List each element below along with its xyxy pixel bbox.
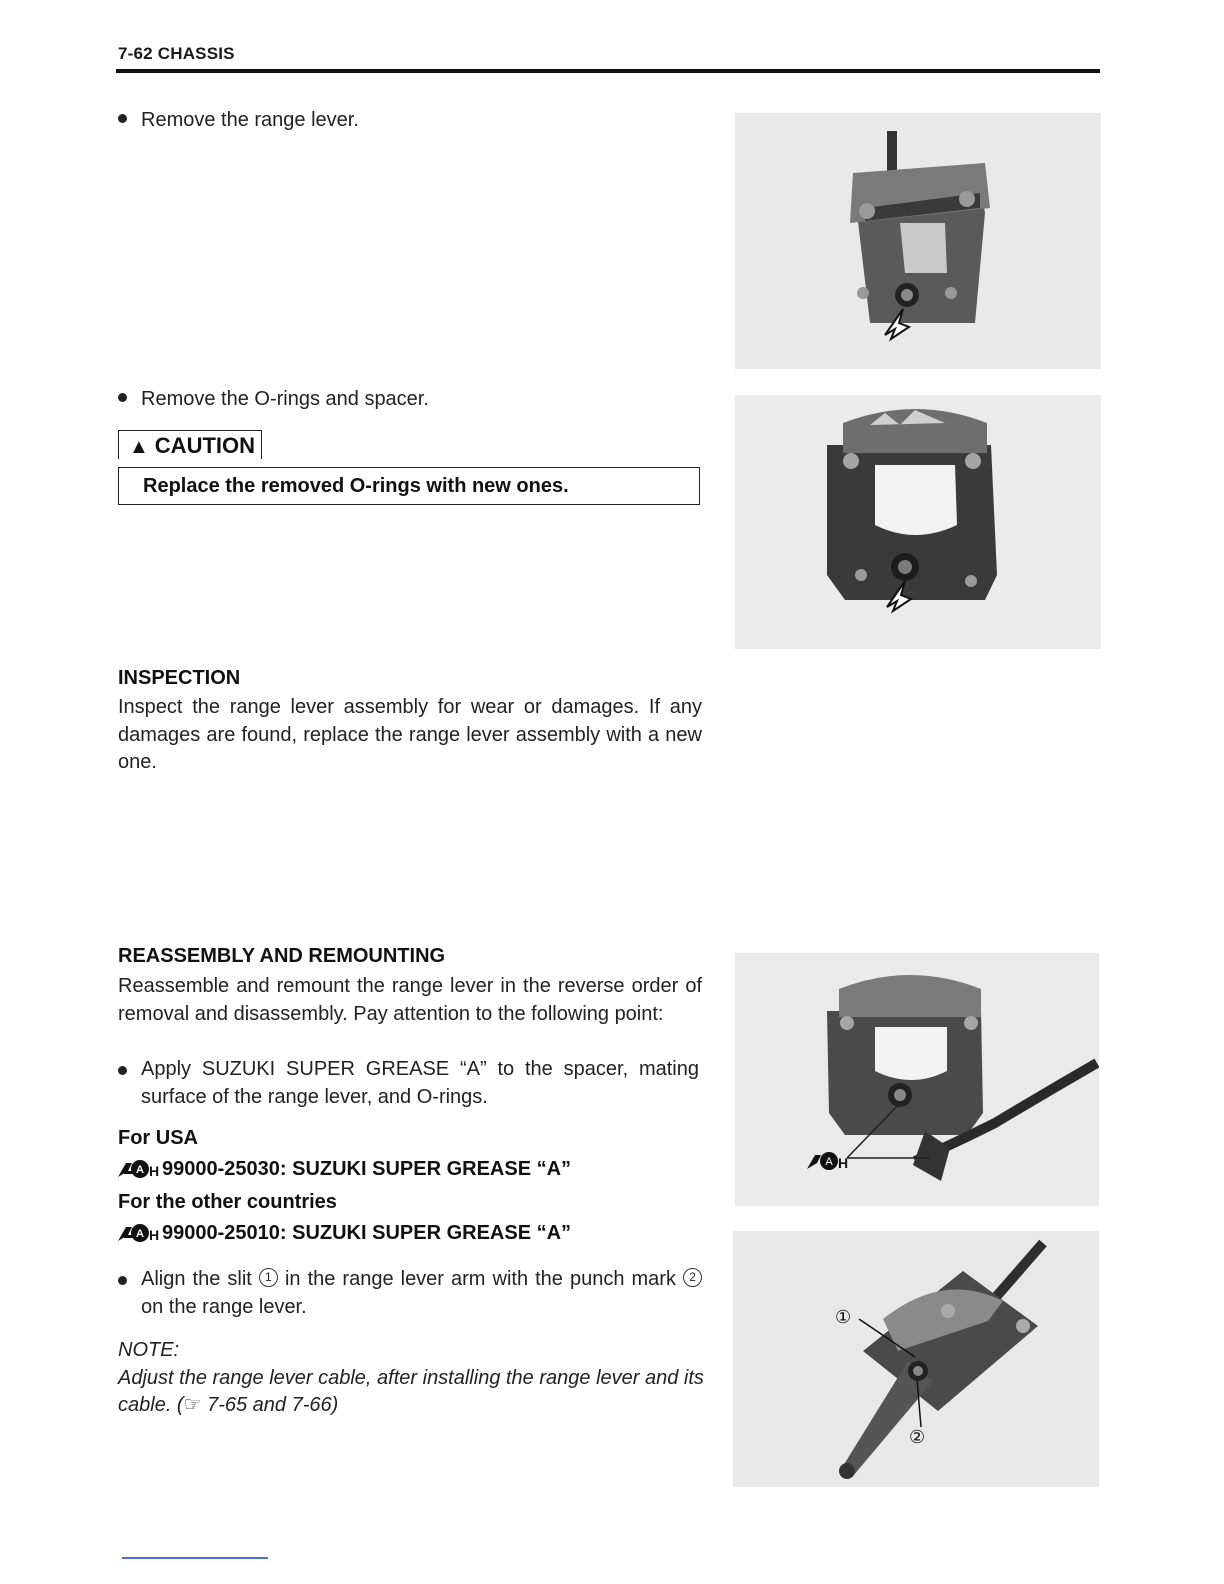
footer-rule	[122, 1557, 268, 1559]
grease-icon	[116, 1221, 160, 1245]
caution-label	[118, 430, 262, 459]
align-bullet-text	[141, 1266, 702, 1321]
note-title: NOTE:	[118, 1339, 180, 1361]
note-text: Adjust the range lever cable, after installing the range lever and its cable. (☞ 7-65 and 7-66)	[118, 1367, 704, 1416]
inspection-title: INSPECTION	[118, 667, 241, 689]
other-grease-part	[116, 1221, 571, 1245]
grease-tag: H	[838, 1155, 849, 1171]
grease-tag: H	[149, 1227, 160, 1243]
reassembly-text: Reassemble and remount the range lever in the reverse order of removal and disassembly. Pay attention to the following point:	[118, 975, 702, 1025]
caution-box: Replace the removed O-rings with new ones.	[118, 467, 700, 505]
align-text-b: in the range lever arm with the punch mark	[284, 1268, 676, 1290]
other-countries-label: For the other countries	[118, 1191, 337, 1213]
align-bullet	[118, 1266, 702, 1321]
align-text-c: on the range lever.	[141, 1295, 307, 1318]
photo-orings-spacer	[735, 395, 1101, 649]
step-text: Remove the O-rings and spacer.	[141, 388, 429, 410]
grease-letter: A	[136, 1228, 144, 1240]
usa-grease-part	[116, 1157, 571, 1181]
usa-label: For USA	[118, 1127, 198, 1149]
header-rule	[116, 69, 1100, 73]
grease-bullet	[118, 1056, 702, 1111]
bullet-dot	[118, 114, 127, 123]
grease-tag: H	[149, 1163, 160, 1179]
callout-2-marker: 2	[683, 1268, 702, 1287]
grease-letter: A	[825, 1156, 833, 1168]
bullet-dot	[118, 393, 127, 402]
bullet-dot	[118, 1276, 127, 1285]
warning-icon: ▲	[129, 436, 149, 458]
callout-1-label: ①	[835, 1307, 852, 1328]
other-part-text: 99000-25010: SUZUKI SUPER GREASE “A”	[162, 1221, 572, 1244]
step-remove-range-lever	[118, 107, 359, 134]
page-header: 7-62 CHASSIS	[118, 44, 235, 63]
step-text: Remove the range lever.	[141, 109, 359, 131]
callout-1-marker: 1	[259, 1268, 278, 1287]
grease-bullet-text: Apply SUZUKI SUPER GREASE “A” to the spacer, mating surface of the range lever, and O-rings.	[141, 1058, 699, 1108]
grease-letter: A	[136, 1164, 144, 1176]
align-text-a: Align the slit	[141, 1268, 252, 1290]
caution-label-text: CAUTION	[154, 433, 256, 458]
photo-slit-punch-alignment	[733, 1231, 1099, 1487]
inspection-text: Inspect the range lever assembly for wear or damages. If any damages are found, replace the range lever assembly with a new one.	[118, 696, 702, 773]
grease-icon	[116, 1157, 160, 1181]
photo-range-lever	[735, 113, 1101, 369]
callout-2-label: ②	[909, 1427, 926, 1448]
photo-grease-application	[735, 953, 1099, 1206]
reassembly-title: REASSEMBLY AND REMOUNTING	[118, 945, 446, 967]
step-remove-orings	[118, 386, 429, 413]
usa-part-text: 99000-25030: SUZUKI SUPER GREASE “A”	[162, 1157, 572, 1180]
bullet-dot	[118, 1066, 127, 1075]
